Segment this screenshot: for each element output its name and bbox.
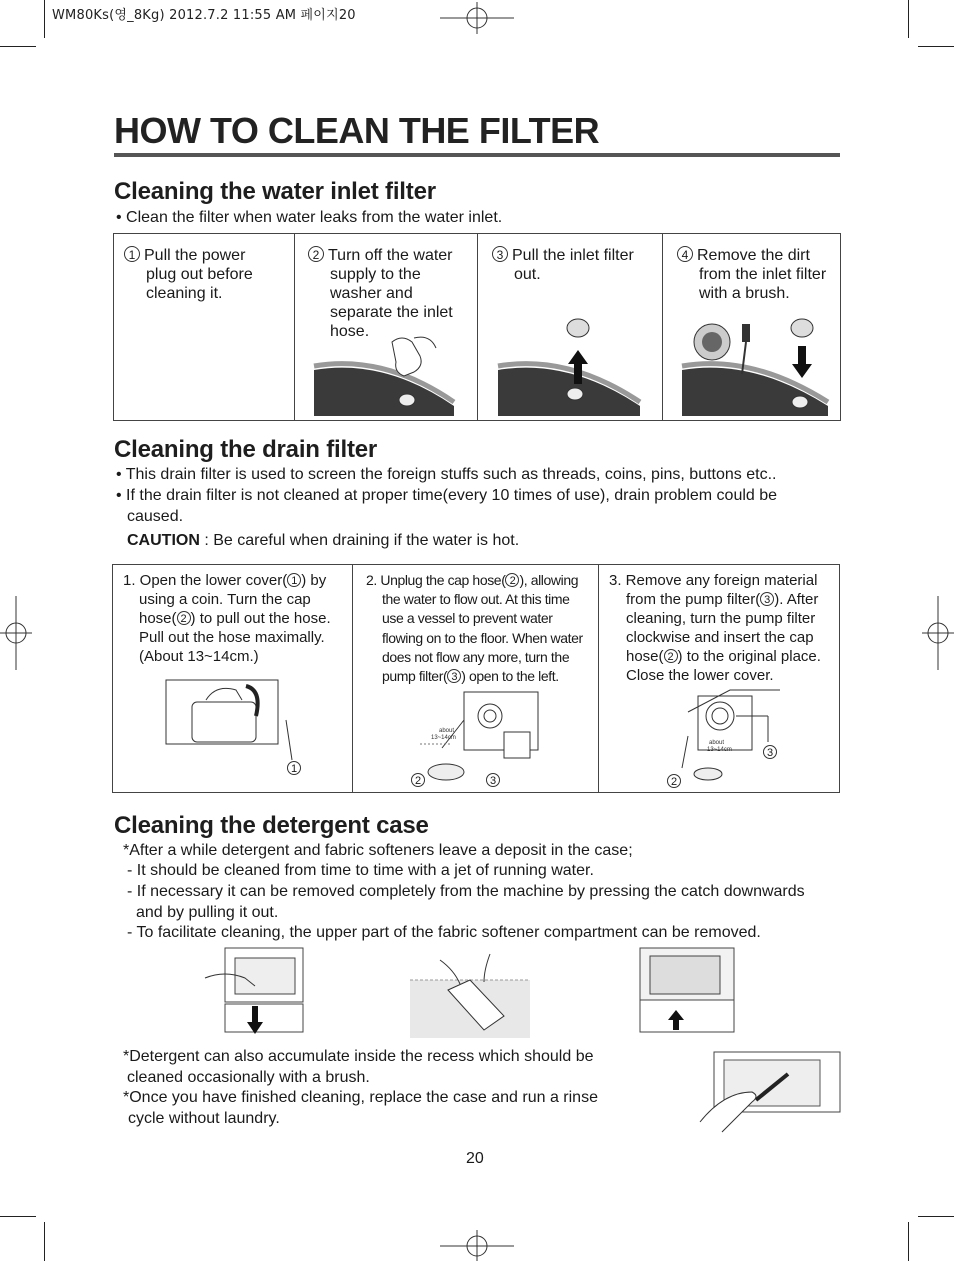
page-number: 20 [466, 1150, 484, 1167]
recess-brush-illustration [700, 1052, 840, 1138]
detergent-line: *Once you have finished cleaning, replace the case and run a rinse [123, 1089, 598, 1106]
step-number: 3 [492, 246, 508, 262]
figure-label: 2 [667, 773, 681, 791]
print-header: WM80Ks(영_8Kg) 2012.7.2 11:55 AM 페이지20 [52, 8, 356, 23]
inlet-step-2: 2 Turn off the water supply to the washer and separate the inlet hose. [308, 246, 476, 341]
detergent-line: - To facilitate cleaning, the upper part of the fabric softener compartment can be removed. [127, 924, 761, 941]
step-number: 2 [308, 246, 324, 262]
divider [294, 233, 295, 421]
drain-bullet-2-cont: caused. [127, 508, 184, 525]
figure-label: 3 [486, 772, 500, 790]
inlet-step-4: 4 Remove the dirt from the inlet filter with a brush. [677, 246, 839, 303]
detergent-line: cleaned occasionally with a brush. [127, 1069, 370, 1086]
detergent-remove-illustration [205, 948, 305, 1044]
divider [352, 564, 353, 793]
registration-mark-top [440, 2, 514, 34]
detergent-rinse-illustration [410, 950, 530, 1038]
detergent-line: and by pulling it out. [136, 904, 279, 921]
figure-label-about: about 13~14cm [707, 740, 732, 753]
inlet-filter-brush-illustration [682, 318, 828, 416]
page-title: HOW TO CLEAN THE FILTER [114, 110, 600, 151]
step-number: 1 [124, 246, 140, 262]
divider [598, 564, 599, 793]
detergent-line: *After a while detergent and fabric softeners leave a deposit in the case; [123, 842, 633, 859]
title-rule [114, 153, 840, 157]
detergent-line: - It should be cleaned from time to time with a jet of running water. [127, 862, 594, 879]
caution-label: CAUTION [127, 532, 200, 549]
drain-caution: CAUTION : Be careful when draining if the water is hot. [127, 532, 520, 549]
detergent-line: *Detergent can also accumulate inside the recess which should be [123, 1048, 594, 1065]
inlet-note: • Clean the filter when water leaks from the water inlet. [116, 209, 503, 226]
drain-bullet-1: • This drain filter is used to screen the foreign stuffs such as threads, coins, pins, buttons etc.. [116, 466, 777, 483]
inlet-hose-illustration [314, 330, 454, 416]
figure-label: 1 [287, 760, 301, 778]
drain-heading: Cleaning the drain filter [114, 436, 378, 463]
drain-step-3: 3. Remove any foreign material from the pump filter( 3 ). After cleaning, turn the pump filter clockwise and insert the cap hose( 2 ) to the original place. Close the lower cover. [609, 572, 821, 684]
figure-label-about: about 13~14cm [431, 728, 456, 741]
inlet-step-1: 1 Pull the power plug out before cleaning it. [124, 246, 289, 303]
inlet-heading: Cleaning the water inlet filter [114, 178, 436, 205]
registration-mark-left [0, 596, 32, 670]
figure-label: 3 [763, 744, 777, 762]
divider [662, 233, 663, 421]
divider [477, 233, 478, 421]
inlet-step-3: 3 Pull the inlet filter out. [492, 246, 660, 284]
inlet-filter-pull-illustration [498, 318, 640, 416]
registration-mark-right [922, 596, 954, 670]
pump-filter-illustration [670, 690, 780, 786]
drain-step-2: 2. Unplug the cap hose( 2 ), allowing the water to flow out. At this time use a vessel to prevent water flowing on to the floor. When water does not flow any more, turn the pump filter( 3 ) open to the left. [366, 572, 583, 685]
detergent-heading: Cleaning the detergent case [114, 812, 429, 839]
registration-mark-bottom [440, 1230, 514, 1261]
detergent-reinsert-illustration [640, 948, 736, 1036]
drain-bullet-2: • If the drain filter is not cleaned at proper time(every 10 times of use), drain problem could be [116, 487, 778, 504]
drain-step-1: 1. Open the lower cover( 1 ) by using a coin. Turn the cap hose( 2 ) to pull out the hose. Pull out the hose maximally. (About 13~14cm.) [123, 572, 331, 665]
figure-label: 2 [411, 772, 425, 790]
detergent-line: - If necessary it can be removed completely from the machine by pressing the catch downwards [127, 883, 805, 900]
detergent-line: cycle without laundry. [128, 1110, 280, 1127]
step-number: 4 [677, 246, 693, 262]
